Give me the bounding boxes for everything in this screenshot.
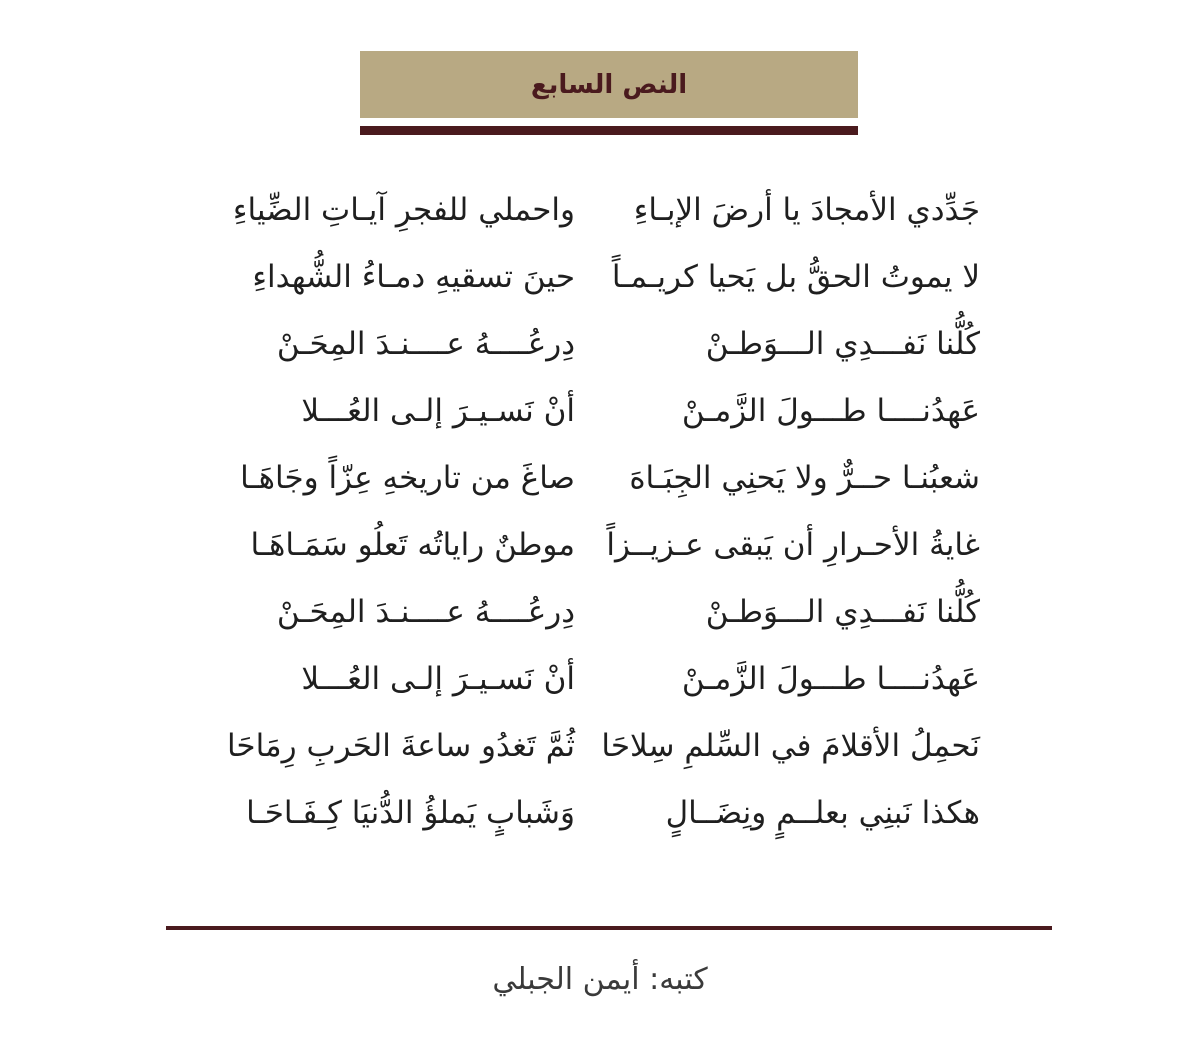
- title-banner: [360, 51, 858, 118]
- verse-left-5: صاغَ من تاريخهِ عِزّاً وجَاهَـا: [240, 460, 575, 496]
- title-underline-divider: [360, 126, 858, 135]
- footer-divider: [166, 926, 1052, 930]
- verse-left-3: دِرعُــــهُ عــــنـدَ المِحَـنْ: [276, 326, 575, 362]
- verse-right-8: عَهدُنــــا طـــولَ الزَّمـنْ: [681, 661, 980, 697]
- verse-right-10: هكذا نَبنِي بعلــمٍ ونِضَــالٍ: [665, 795, 980, 831]
- verse-left-6: موطنٌ راياتُه تَعلُو سَمَـاهَـا: [250, 527, 575, 563]
- poem-body: [226, 180, 990, 860]
- verse-right-6: غايةُ الأحـرارِ أن يَبقى عـزيــزاً: [606, 527, 980, 563]
- verse-left-8: أنْ نَسـيـرَ إلـى العُـــلا: [301, 661, 575, 697]
- verse-right-3: كُلُّنا نَفـــدِي الـــوَطـنْ: [705, 326, 980, 362]
- verse-right-4: عَهدُنــــا طـــولَ الزَّمـنْ: [681, 393, 980, 429]
- verse-left-1: واحملي للفجرِ آيـاتِ الضِّياءِ: [232, 192, 575, 228]
- verse-right-1: جَدِّدي الأمجادَ يا أرضَ الإبـاءِ: [633, 192, 980, 228]
- author-credit: كتبه: أيمن الجبلي: [492, 962, 708, 997]
- verse-left-4: أنْ نَسـيـرَ إلـى العُـــلا: [301, 393, 575, 429]
- verse-right-2: لا يموتُ الحقُّ بل يَحيا كريـمـاً: [611, 259, 980, 295]
- page-title: النص السابع: [530, 69, 688, 100]
- verse-left-9: ثُمَّ تَغدُو ساعةَ الحَربِ رِمَاحَا: [226, 728, 575, 764]
- verse-right-7: كُلُّنا نَفـــدِي الـــوَطـنْ: [705, 594, 980, 630]
- verse-left-10: وَشَبابٍ يَملؤُ الدُّنيَا كِـفَـاحَـا: [246, 795, 575, 831]
- verse-left-2: حينَ تسقيهِ دمـاءُ الشُّهداءِ: [252, 259, 575, 295]
- verse-right-5: شعبُنـا حــرٌّ ولا يَحنِي الجِبَـاهَ: [629, 460, 980, 496]
- verse-right-9: نَحمِلُ الأقلامَ في السِّلمِ سِلاحَا: [601, 728, 980, 764]
- verse-left-7: دِرعُــــهُ عــــنـدَ المِحَـنْ: [276, 594, 575, 630]
